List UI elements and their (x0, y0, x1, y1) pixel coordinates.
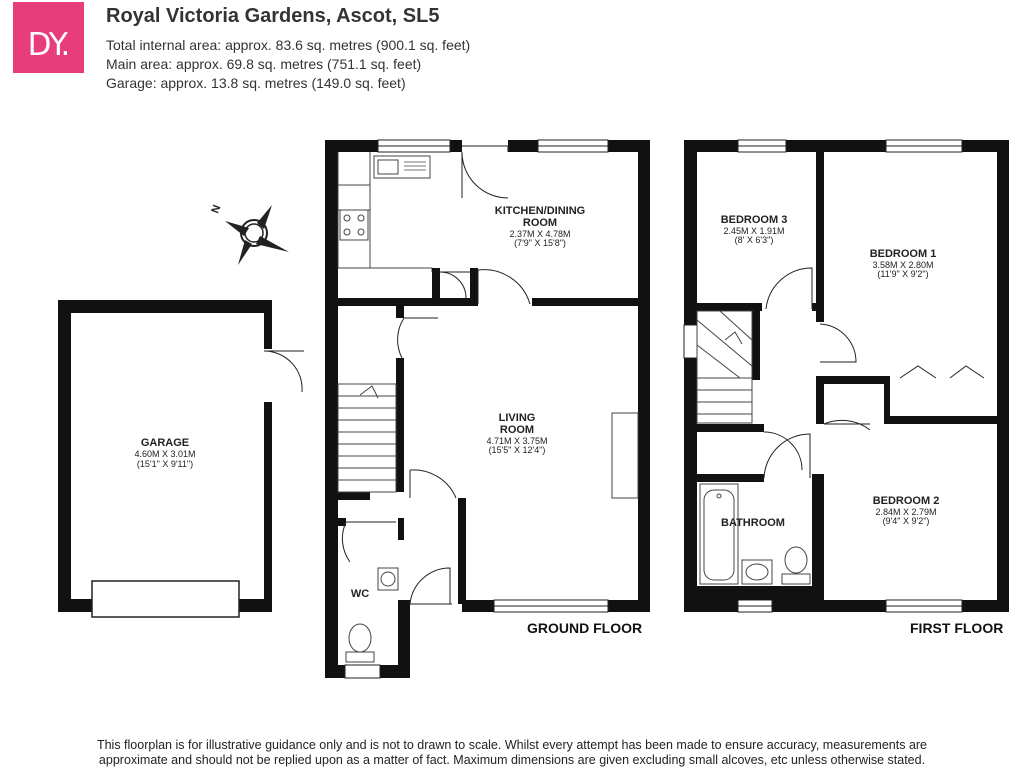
bedroom1-dim-ft: (11'9" X 9'2") (877, 269, 929, 279)
garage-dim-m: 4.60M X 3.01M (134, 449, 196, 459)
first-floor-plan (684, 140, 1009, 636)
bedroom3-dim-m: 2.45M X 1.91M (723, 226, 785, 236)
bath-icon (700, 484, 738, 584)
hob-icon (340, 210, 368, 240)
bedroom2-dim-m: 2.84M X 2.79M (875, 507, 937, 517)
wc-door (342, 522, 396, 562)
bedroom1-dim-m: 3.58M X 2.80M (872, 260, 934, 270)
property-title: Royal Victoria Gardens, Ascot, SL5 (106, 5, 440, 27)
first-floor-label: FIRST FLOOR (910, 620, 1004, 636)
living-door (398, 318, 438, 358)
cupboard-door (764, 432, 802, 470)
kitchen-back-door (462, 146, 508, 198)
first-stairs-icon (697, 311, 752, 423)
bathroom-door (764, 434, 810, 478)
ground-floor-plan (325, 140, 650, 678)
bedroom2-label: BEDROOM 2 (872, 495, 940, 507)
bedroom3-label: BEDROOM 3 (720, 214, 788, 226)
bedroom3-dim-ft: (8' X 6'3") (734, 235, 774, 245)
brand-logo: DY. (13, 2, 84, 73)
garage-area-text: Garage: approx. 13.8 sq. metres (149.0 sq. feet) (106, 75, 406, 91)
living-dim-ft: (15'5" X 12'4") (488, 445, 546, 455)
bathroom-label: BATHROOM (721, 517, 785, 529)
landing-window (684, 325, 697, 358)
kitchen-living-partition (338, 268, 638, 306)
bedroom3-door (766, 268, 812, 309)
living-dim-m: 4.71M X 3.75M (486, 436, 548, 446)
ground-floor-label: GROUND FLOOR (527, 620, 643, 636)
ground-floor-outer-walls (325, 140, 650, 678)
front-door (410, 470, 456, 498)
garage-plan (58, 300, 304, 617)
bathroom-basin-icon (742, 560, 772, 584)
garage-door (92, 581, 239, 617)
disclaimer-line-2: approximate and should not be replied upon as a matter of fact. Maximum dimensions are given excluding small alcoves, etc unless otherwise stated. (98, 753, 926, 767)
bedroom1-door (820, 324, 856, 362)
hall-living-wall (338, 306, 466, 604)
wc-walls (338, 518, 404, 540)
wc-basin-icon (378, 568, 398, 590)
bedroom2-door (824, 420, 870, 430)
kitchen-sink-icon (374, 156, 430, 178)
kitchen-label-2: ROOM (522, 217, 558, 229)
kitchen-door (478, 270, 530, 304)
compass-north-label: N (209, 203, 224, 216)
fireplace-icon (612, 413, 638, 498)
wc-hall-door (410, 568, 452, 604)
bathroom-toilet-icon (782, 547, 810, 584)
wc-window (345, 665, 380, 678)
kitchen-dim-ft: (7'9" X 15'8") (514, 238, 566, 248)
garage-label: GARAGE (140, 437, 190, 449)
living-label-1: LIVING (498, 412, 536, 424)
bedroom1-label: BEDROOM 1 (869, 248, 937, 260)
main-area-text: Main area: approx. 69.8 sq. metres (751.1 sq. feet) (106, 56, 422, 72)
kitchen-cupboard-door (440, 272, 470, 298)
total-area-text: Total internal area: approx. 83.6 sq. metres (900.1 sq. feet) (106, 37, 471, 53)
wc-label: WC (350, 588, 370, 600)
bedroom2-dim-ft: (9'4" X 9'2") (882, 516, 930, 526)
wardrobe-doors (900, 366, 984, 378)
kitchen-dim-m: 2.37M X 4.78M (509, 229, 571, 239)
garage-dim-ft: (15'1" X 9'11") (136, 459, 194, 469)
disclaimer-line-1: This floorplan is for illustrative guidance only and is not to drawn to scale. Whilst every attempt has been made to ensure accuracy, measurements are (96, 738, 928, 752)
compass-icon (209, 203, 289, 265)
wc-toilet-icon (346, 624, 374, 662)
kitchen-label-1: KITCHEN/DINING (494, 205, 586, 217)
ground-stairs-icon (338, 384, 396, 492)
living-label-2: ROOM (499, 424, 535, 436)
